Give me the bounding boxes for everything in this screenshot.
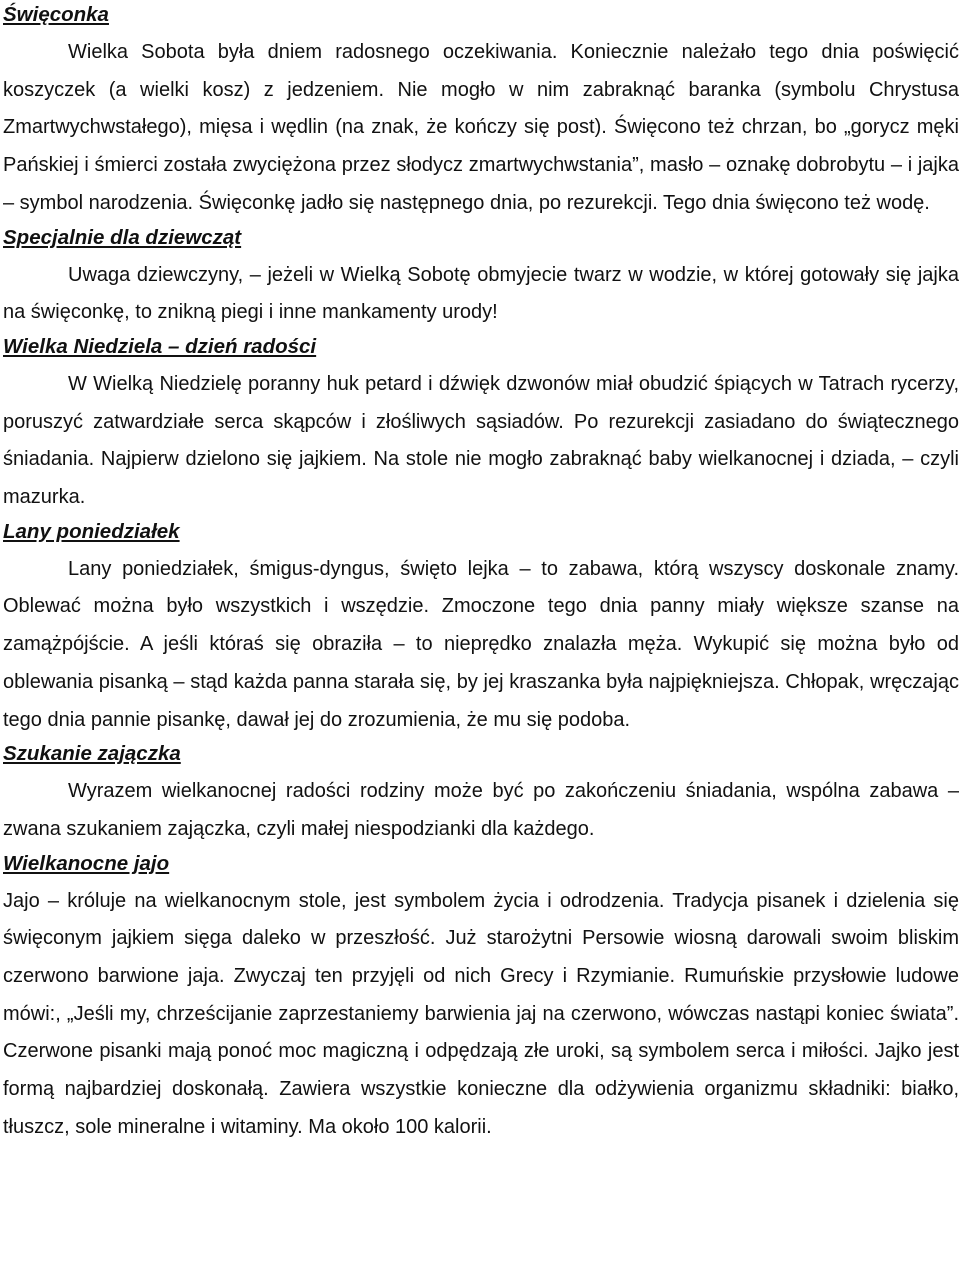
heading-specjalnie-dla-dziewczat: Specjalnie dla dziewcząt [3, 225, 242, 249]
paragraph-wielka-niedziela: W Wielką Niedzielę poranny huk petard i dźwięk dzwonów miał obudzić śpiących w Tatrach rycerzy, poruszyć zatwardziałe serca skąpców i złośliwych sąsiadów. Po rezurekcji zasiadano do świątecznego śniadania. Najpierw dzielono się jajkiem. Na stole nie mogło zabraknąć baby wielkanocnej i dziada, – czyli mazurka. [3, 372, 959, 509]
paragraph-lany-poniedzialek: Lany poniedziałek, śmigus-dyngus, święto lejka – to zabawa, którą wszyscy doskonale znamy. Oblewać można było wszystkich i wszędzie. Zmoczone tego dnia panny miały większe szanse na zamążpójście. A jeśli któraś się obraziła – to nieprędko znalazła męża. Wykupić się można było od oblewania pisanką – stąd każda panna starała się, by jej kraszanka była najpiękniejsza. Chłopak, wręczając tego dnia pannie pisankę, dawał jej do zrozumienia, że mu się podoba. [3, 557, 959, 731]
heading-wielka-niedziela: Wielka Niedziela – dzień radości [3, 334, 317, 358]
paragraph-swieconka: Wielka Sobota była dniem radosnego oczekiwania. Koniecznie należało tego dnia poświęcić koszyczek (a wielki kosz) z jedzeniem. Nie mogło w nim zabraknąć baranka (symbolu Chrystusa Zmartwychwstałego), mięsa i wędlin (na znak, że kończy się post). Święcono też chrzan, bo „gorycz męki Pańskiej i śmierci została zwyciężona przez słodycz zmartwychwstania”, masło – oznakę dobrobytu – i jajka – symbol narodzenia. Święconkę jadło się następnego dnia, po rezurekcji. Tego dnia święcono też wodę. [3, 41, 959, 214]
paragraph-wielkanocne-jajo: Jajo – króluje na wielkanocnym stole, jest symbolem życia i odrodzenia. Tradycja pisanek i dzielenia się święconym jajkiem sięga daleko w przeszłość. Już starożytni Persowie wiosną darowali swoim bliskim czerwono barwione jaja. Zwyczaj ten przyjęli od nich Grecy i Rzymianie. Rumuńskie przysłowie ludowe mówi:, „Jeśli my, chrześcijanie zaprzestaniemy barwienia jaj na czerwono, wówczas nastąpi koniec świata”. Czerwone pisanki mają ponoć moc magiczną i odpędzają złe uroki, są symbolem serca i miłości. Jajko jest formą najbardziej doskonałą. Zawiera wszystkie konieczne dla odżywienia organizmu składniki: białko, tłuszcz, sole mineralne i witaminy. Ma około 100 kalorii. [3, 889, 959, 1138]
paragraph-szukanie-zajaczka: Wyrazem wielkanocnej radości rodziny może być po zakończeniu śniadania, wspólna zabawa – zwana szukaniem zajączka, czyli małej niespodzianki dla każdego. [3, 780, 959, 840]
heading-wielkanocne-jajo: Wielkanocne jajo [3, 851, 170, 875]
document-page [3, 0, 959, 1147]
heading-szukanie-zajaczka: Szukanie zajączka [3, 742, 181, 766]
paragraph-specjalnie-dla-dziewczat: Uwaga dziewczyny, – jeżeli w Wielką Sobotę obmyjecie twarz w wodzie, w której gotowały się jajka na święconkę, to znikną piegi i inne mankamenty urody! [3, 263, 959, 324]
heading-swieconka: Święconka [3, 3, 109, 26]
heading-lany-poniedzialek: Lany poniedziałek [3, 519, 180, 543]
